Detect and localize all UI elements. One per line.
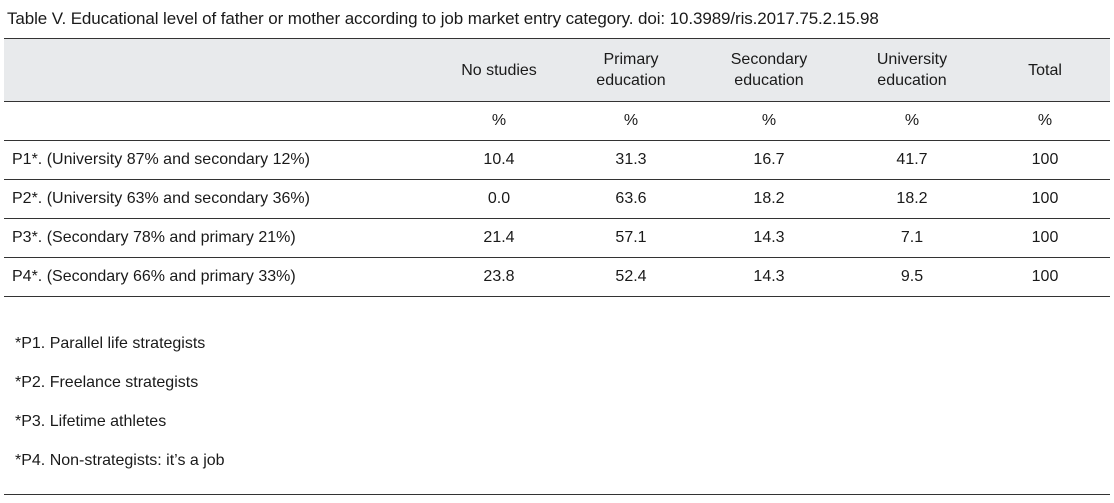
table-cell: 9.5 [844, 258, 980, 297]
table-row [4, 141, 1110, 180]
table-cell: 100 [980, 141, 1110, 180]
header-university-education: University education [844, 39, 980, 102]
table-cell: 63.6 [568, 180, 694, 219]
table-cell: 18.2 [844, 180, 980, 219]
table-row [4, 258, 1110, 297]
unit-cell: % [568, 102, 694, 141]
table-cell: 10.4 [430, 141, 568, 180]
table-cell: 100 [980, 219, 1110, 258]
table-cell: 41.7 [844, 141, 980, 180]
unit-cell: % [980, 102, 1110, 141]
table-row [4, 219, 1110, 258]
table-header-row [4, 39, 1110, 102]
unit-cell: % [694, 102, 844, 141]
row-label: P2*. (University 63% and secondary 36%) [4, 180, 430, 219]
footnote-p4: *P4. Non-strategists: it’s a job [15, 452, 225, 469]
footnote-p3: *P3. Lifetime athletes [15, 413, 167, 430]
footnote-p1: *P1. Parallel life strategists [15, 335, 206, 352]
table-cell: 16.7 [694, 141, 844, 180]
table-cell: 21.4 [430, 219, 568, 258]
table-cell: 100 [980, 258, 1110, 297]
table-cell: 100 [980, 180, 1110, 219]
row-label: P4*. (Secondary 66% and primary 33%) [4, 258, 430, 297]
header-secondary-education: Secondary education [694, 39, 844, 102]
table-row [4, 180, 1110, 219]
table-cell: 57.1 [568, 219, 694, 258]
table-cell: 31.3 [568, 141, 694, 180]
table-cell: 7.1 [844, 219, 980, 258]
footnote-p2: *P2. Freelance strategists [15, 374, 199, 391]
unit-cell: % [430, 102, 568, 141]
table-cell: 14.3 [694, 219, 844, 258]
table-cell: 23.8 [430, 258, 568, 297]
unit-cell: % [844, 102, 980, 141]
table-cell: 52.4 [568, 258, 694, 297]
header-no-studies: No studies [430, 39, 568, 102]
unit-label-empty [4, 102, 430, 141]
unit-row [4, 102, 1110, 141]
education-table [4, 38, 1110, 297]
header-primary-education: Primary education [568, 39, 694, 102]
footnotes [4, 332, 1110, 495]
table-cell: 0.0 [430, 180, 568, 219]
header-empty-cell [4, 39, 430, 102]
table-title: Table V. Educational level of father or mother according to job market entry category. doi: 10.3989/ris.2017.75.2.15.98 [7, 9, 879, 28]
table-cell: 14.3 [694, 258, 844, 297]
table-cell: 18.2 [694, 180, 844, 219]
header-total: Total [980, 39, 1110, 102]
row-label: P3*. (Secondary 78% and primary 21%) [4, 219, 430, 258]
row-label: P1*. (University 87% and secondary 12%) [4, 141, 430, 180]
